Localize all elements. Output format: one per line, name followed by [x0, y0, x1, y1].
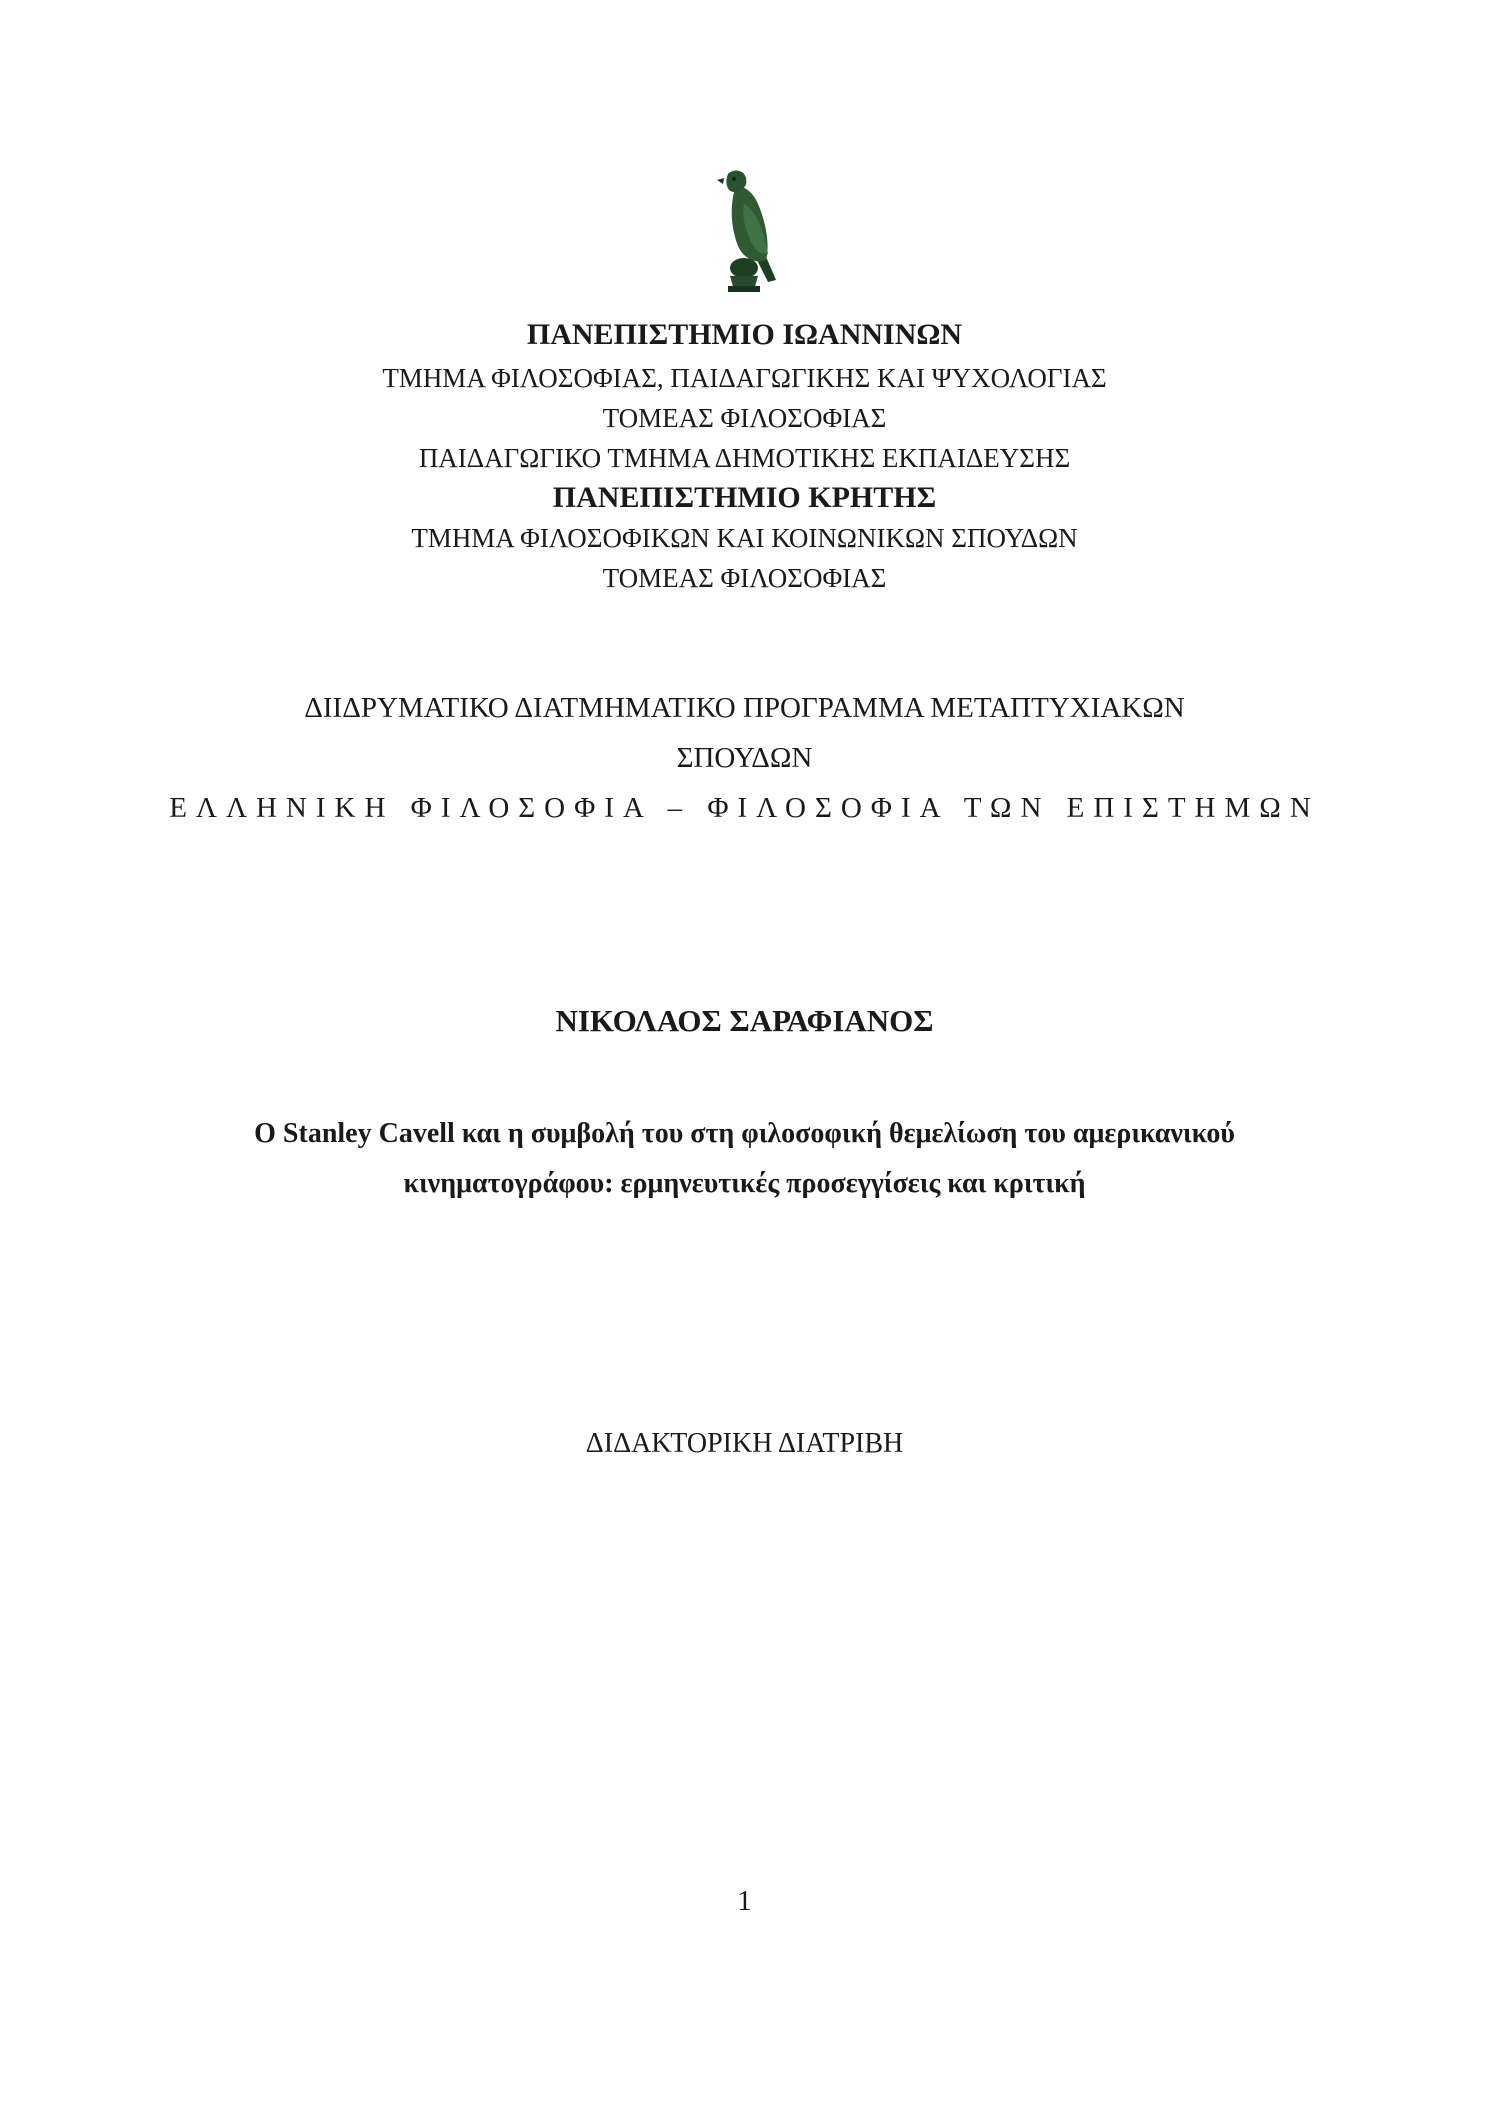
sector-philosophy-ioannina: ΤΟΜΕΑΣ ΦΙΛΟΣΟΦΙΑΣ — [602, 403, 887, 433]
thesis-title-line-2: κινηματογράφου: ερμηνευτικές προσεγγίσεις και κριτική — [403, 1168, 1086, 1199]
department-philosophy-social-studies: ΤΜΗΜΑ ΦΙΛΟΣΟΦΙΚΩΝ ΚΑΙ ΚΟΙΝΩΝΙΚΩΝ ΣΠΟΥΔΩΝ — [411, 523, 1078, 553]
program-specialization: ΕΛΛΗΝΙΚΗ ΦΙΛΟΣΟΦΙΑ – ΦΙΛΟΣΟΦΙΑ ΤΩΝ ΕΠΙΣΤΗΜΩΝ — [169, 792, 1320, 824]
thesis-title-line-1: Ο Stanley Cavell και η συμβολή του στη φιλοσοφική θεμελίωση του αμερικανικού — [254, 1118, 1235, 1149]
owl-emblem-icon — [714, 168, 784, 294]
university-crete-heading: ΠΑΝΕΠΙΣΤΗΜΙΟ ΚΡΗΤΗΣ — [552, 481, 937, 514]
sector-philosophy-crete: ΤΟΜΕΑΣ ΦΙΛΟΣΟΦΙΑΣ — [602, 563, 887, 593]
department-philosophy-ioannina: ΤΜΗΜΑ ΦΙΛΟΣΟΦΙΑΣ, ΠΑΙΔΑΓΩΓΙΚΗΣ ΚΑΙ ΨΥΧΟΛΟΓΙΑΣ — [382, 363, 1107, 393]
university-ioannina-heading: ΠΑΝΕΠΙΣΤΗΜΙΟ ΙΩΑΝΝΙΝΩΝ — [526, 318, 963, 351]
document-type: ΔΙΔΑΚΤΟΡΙΚΗ ΔΙΑΤΡΙΒΗ — [585, 1428, 904, 1459]
program-title-line-1: ΔΙΙΔΡΥΜΑΤΙΚΟ ΔΙΑΤΜΗΜΑΤΙΚΟ ΠΡΟΓΡΑΜΜΑ ΜΕΤΑΠΤΥΧΙΑΚΩΝ — [304, 692, 1185, 724]
program-title-line-2: ΣΠΟΥΔΩΝ — [676, 742, 813, 774]
page-number: 1 — [737, 1885, 752, 1917]
department-primary-education: ΠΑΙΔΑΓΩΓΙΚΟ ΤΜΗΜΑ ΔΗΜΟΤΙΚΗΣ ΕΚΠΑΙΔΕΥΣΗΣ — [418, 443, 1071, 473]
author-name: ΝΙΚΟΛΑΟΣ ΣΑΡΑΦΙΑΝΟΣ — [555, 1003, 934, 1038]
